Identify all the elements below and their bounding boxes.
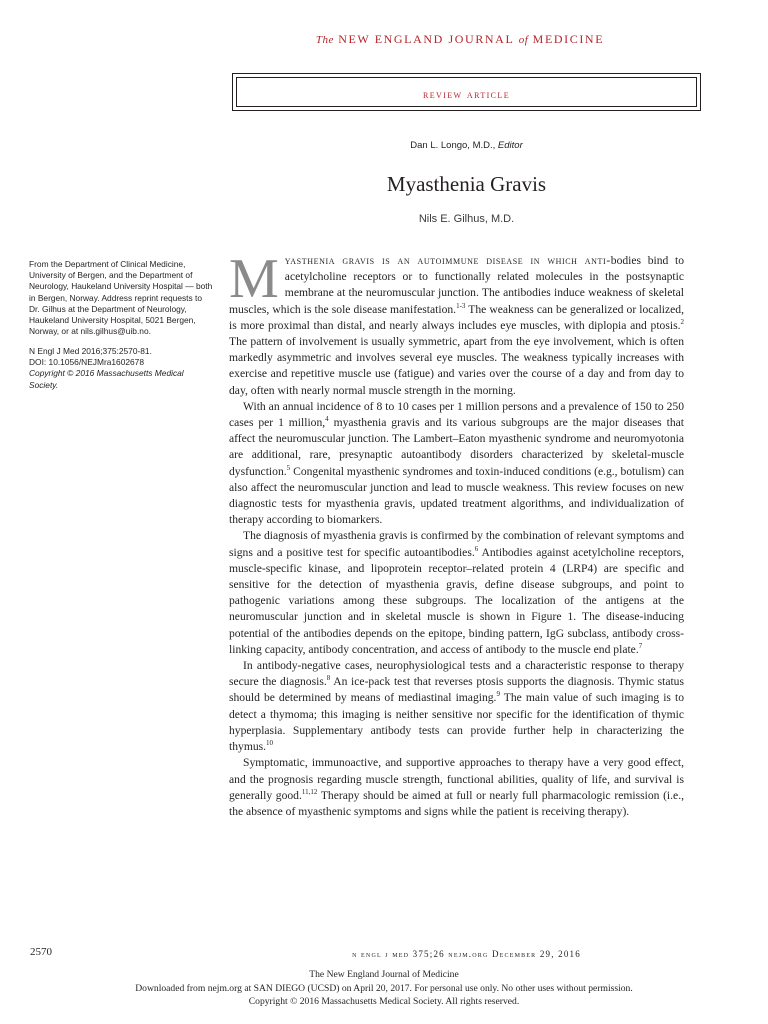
paragraph-2	[229, 399, 684, 529]
opening-smallcaps: yasthenia gravis is an autoimmune disease in which anti-	[284, 254, 611, 267]
download-notice-access: Downloaded from nejm.org at SAN DIEGO (UCSD) on April 20, 2017. For personal use only. No other uses without permission.	[135, 982, 633, 994]
paragraph-5	[229, 755, 684, 820]
paragraph-2-text-b: myasthenia gravis and its various subgroups are the major diseases that affect the neuromuscular junction. The Lambert–Eaton myasthenic syndrome and neuromyotonia are additional, rare, presynaptic autoantibody disorders characterized by skeletal-muscle dysfunction.	[229, 416, 684, 478]
paragraph-1-text-b: The weakness can be generalized or localized, is more proximal than distal, and nearly always includes eye muscles, with diplopia and ptosis.	[229, 302, 684, 332]
copyright-notice: Copyright © 2016 Massachusetts Medical Society.	[29, 368, 184, 390]
citation-superscript: 2	[680, 317, 684, 326]
paragraph-4-text-b: An ice-pack test that reverses ptosis supports the diagnosis. Thymic status should be determined by means of mediastinal imaging.	[229, 675, 684, 705]
download-notice-copyright: Copyright © 2016 Massachusetts Medical Society. All rights reserved.	[248, 996, 520, 1007]
journal-header	[220, 32, 700, 47]
article-title: Myasthenia Gravis	[386, 172, 547, 196]
paragraph-1-text-c: The pattern of involvement is usually symmetric, apart from the eye involvement, which is often markedly asymmetric and involves several eye muscles. The weakness typically increases with exercise and repetitive muscle use (fatigue) and varies over the course of a day and from day to day, often with nearly normal muscle strength in the morning.	[229, 335, 684, 397]
paragraph-2-text-c: Congenital myasthenic syndromes and toxin-induced conditions (e.g., botulism) can also affect the neuromuscular junction and lead to muscle weakness. This review focuses on new diagnostic tests for myasthenia gravis, updated treatment algorithms, and individualization of therapy according to biomarkers.	[229, 464, 684, 527]
author-byline: Nils E. Gilhus, M.D.	[418, 213, 515, 225]
download-notice	[0, 968, 768, 1009]
paragraph-5-text-b: Therapy should be aimed at full or nearly full pharmacologic remission (i.e., the absence of myasthenic symptoms and signs while the patient is receiving therapy).	[229, 788, 684, 818]
doi: DOI: 10.1056/NEJMra1602678	[29, 357, 144, 368]
paragraph-3-text-a: The diagnosis of myasthenia gravis is confirmed by the combination of relevant symptoms and signs and a positive test for specific autoantibodies.	[229, 529, 684, 559]
paragraph-1	[229, 248, 684, 399]
paragraph-4-text-a: In antibody-negative cases, neurophysiological tests and a characteristic response to therapy secure the diagnosis.	[229, 659, 684, 689]
citation-superscript: 4	[325, 415, 329, 424]
citation-superscript: 5	[286, 463, 291, 472]
paragraph-4-text-c: The main value of such imaging is to detect a thymoma; this imaging is neither sensitive nor specific for the identification of thymic hyperplasia. Supplementary antibody tests can provide further help in characterizing the thymus.	[229, 691, 684, 754]
author-affiliation: From the Department of Clinical Medicine, University of Bergen, and the Department of Neurology, Haukeland University Hospital — both in Bergen, Norway. Address reprint requests to Dr. Gilhus at the Department of Neurology, Haukeland University Hospital, 5021 Bergen, Norway, or at nils.gilhus@uib.no.	[29, 259, 213, 337]
citation-superscript: 6	[474, 544, 479, 553]
editor-role: Editor	[497, 140, 523, 151]
article-body	[229, 248, 684, 820]
paragraph-1-text-a: bodies bind to acetylcholine receptors or to functionally related molecules in the postsynaptic membrane at the neuromuscular junction. The antibodies induce weakness of skeletal muscles, which is the sole disease manifestation.	[229, 254, 684, 316]
citation-superscript: 1-3	[456, 301, 466, 310]
drop-cap: M	[229, 248, 279, 310]
citation-superscript: 9	[496, 690, 500, 699]
paragraph-5-text-a: Symptomatic, immunoactive, and supportive approaches to therapy have a very good effect, and the prognosis regarding muscle strength, functional abilities, quality of life, and survival is generally good.	[229, 756, 684, 802]
section-label: review article	[423, 87, 510, 101]
sidebar-notes	[29, 259, 214, 391]
journal-citation: N Engl J Med 2016;375:2570-81.	[29, 346, 152, 357]
citation-superscript: 10	[266, 739, 274, 748]
footer-citation: n engl j med 375;26 nejm.org December 29, 2016	[352, 949, 581, 959]
paragraph-3-text-b: Antibodies against acetylcholine receptors, muscle-specific kinase, and lipoprotein receptor–related protein 4 (LRP4) are specific and sensitive for the detection of myasthenia gravis, define disease subgroups, and point to pathogenic variations among these subgroups. The localization of the antigens at the neuromuscular junction and in skeletal muscle is shown in Figure 1. The disease-inducing potential of the antibodies depends on the epitope, binding pattern, IgG subclass, antibody cross-linking capacity, antibody concentration, and access of antibody to the muscle end plate.	[229, 545, 684, 656]
citation-superscript: 11,12	[301, 787, 318, 796]
paragraph-2-text-a: With an annual incidence of 8 to 10 cases per 1 million persons and a prevalence of 150 to 250 cases per 1 million,	[229, 399, 684, 430]
journal-header-name-part2: MEDICINE	[532, 32, 605, 46]
download-notice-journal: The New England Journal of Medicine	[309, 969, 459, 980]
page-number: 2570	[30, 946, 52, 958]
editor-name: Dan L. Longo, M.D.,	[410, 140, 498, 151]
citation-superscript: 7	[638, 642, 643, 651]
journal-header-the: The	[315, 34, 334, 46]
paragraph-4	[229, 658, 684, 755]
editor-line	[232, 140, 701, 151]
paragraph-3	[229, 528, 684, 658]
citation-superscript: 8	[326, 674, 331, 683]
journal-header-of: of	[518, 34, 529, 46]
journal-header-name-part1: NEW ENGLAND JOURNAL	[338, 32, 515, 46]
